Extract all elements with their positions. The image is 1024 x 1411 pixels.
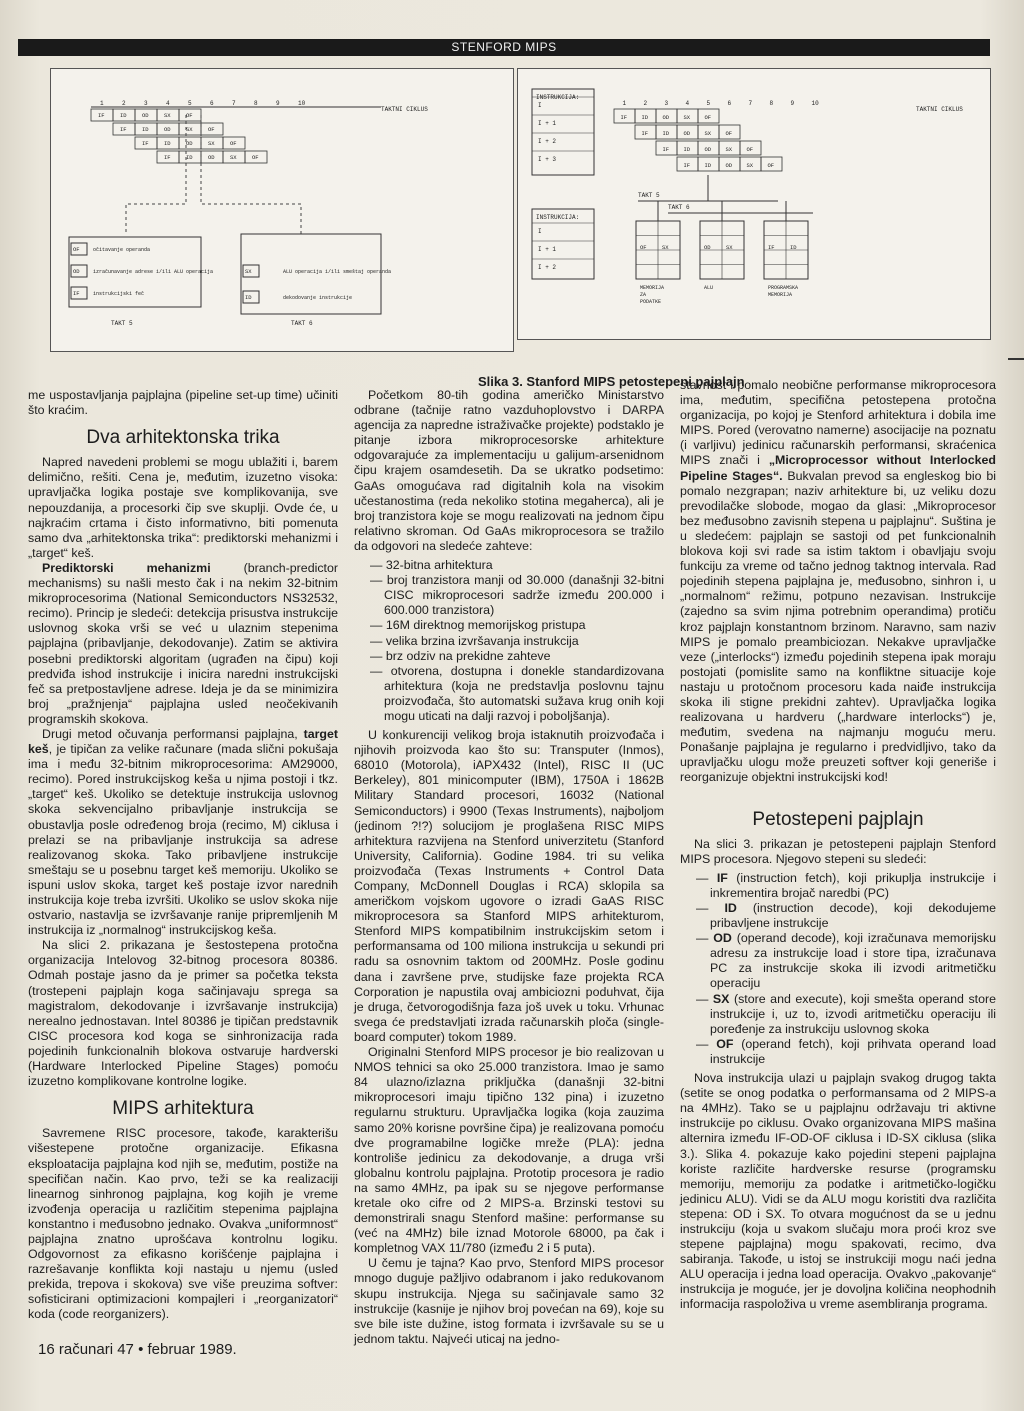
fl-stage-label: ID: [120, 112, 127, 119]
list-item: — IF (instruction fetch), koji prikuplja instrukcije i inkrementira brojač naredbi (PC): [696, 870, 996, 900]
instr-row-label: I + 2: [538, 264, 557, 271]
fr-stage-label: SX: [725, 146, 733, 153]
stage-text: (operand fetch), koji prihvata operand load instrukcije: [710, 1036, 996, 1066]
fl-stage-label: SX: [164, 112, 171, 119]
fr-cycle-number: 1: [622, 100, 627, 107]
list-item: — velika brzina izvršavanja instrukcija: [370, 633, 579, 648]
resource-stage-label: OD: [704, 244, 711, 251]
paragraph: Početkom 80-tih godina američko Ministarstvo odbrane (tačnije ratno vazduhoplovstvo i DARPA agencija za napredne istraživačke projekte) podstaklo je pitanje izbora mikroprocesorske arhitekture odgovarajuće za implementaciju u galijum-arsenidnom čipu krajem osamdesetih. Da se ukratko podsetimo: GaAs omogućava rad digitalnih kola na visokim učestanostima (reda nekoliko stotina megaherca), ali je broj tranzistora koje se mogu realizovati na jednom čipu relativno skroman. Od GaAs mikroprocesora se tražilo da odgovori na sledeće zahteve:: [354, 388, 664, 553]
resource-stage-label: ID: [790, 244, 797, 251]
list-item: — otvorena, dostupna i donekle standardizovana arhitektura (koja ne predstavlja poslovnu tajnu proizvođača, što automatski sužava krug onih koji mogu uticati na dalji razvoj i poboljšanja).: [370, 663, 664, 723]
fr-cycle-number: 4: [685, 100, 690, 107]
stage-code: ID: [724, 901, 737, 915]
list-item-text: otvorena, dostupna i donekle standardizovana arhitektura (koja ne predstavlja poslovnu tajnu proizvođača, što automatski sužava krug onih koji mogu uticati na dalji razvoj i poboljšanja).: [384, 663, 664, 723]
instr-row-label: I: [538, 102, 542, 109]
fr-cycle-number: 2: [643, 100, 648, 107]
fl-stage-label: ID: [186, 154, 193, 161]
fl-stage-label: ID: [164, 140, 171, 147]
list-item: — broj tranzistora manji od 30.000 (današnji 32-bitni CISC mikroprocesori sadrže između 200.000 i 600.000 tranzistora): [370, 573, 664, 618]
fl-cycle-number: 4: [166, 100, 170, 107]
fl-cycle-number: 3: [144, 100, 148, 107]
stages-list: [680, 871, 996, 1067]
stage-code: OD: [713, 931, 732, 946]
stage-code: SX: [712, 991, 730, 1006]
resource-stage-label: SX: [726, 244, 733, 251]
svg-text:TAKT 6: TAKT 6: [291, 320, 313, 327]
instr-row-label: I: [538, 228, 542, 235]
fr-cycle-number: 9: [790, 100, 795, 107]
figure-left-diagram: [51, 69, 513, 351]
figure-left-pipeline: [50, 68, 514, 352]
list-item: — ID (instruction decode), koji dekodujeme pribavljene instrukcije: [696, 901, 996, 931]
fl-stage-label: SX: [208, 140, 215, 147]
page-footer: 16 računari 47 • februar 1989.: [38, 1341, 237, 1358]
instr-row-label: I + 3: [538, 156, 557, 163]
legend-code: OD: [73, 268, 80, 275]
list-item: — 32-bitna arhitektura: [370, 558, 493, 573]
list-item: — OD (operand decode), koji izračunava memorijsku adresu za instrukcije load i store tipa, izračunava PC za instrukcije skoka ili izvodi aritmetičku operaciju: [696, 931, 996, 991]
stage-code: OF: [716, 1036, 734, 1051]
list-item: — 16M direktnog memorijskog pristupa: [370, 618, 586, 633]
legend-code: OF: [73, 246, 80, 253]
fl-cycle-number: 1: [100, 100, 104, 107]
fr-stage-label: IF: [641, 130, 649, 137]
list-item-text: 16M direktnog memorijskog pristupa: [385, 618, 586, 633]
fl-stage-label: IF: [98, 112, 105, 119]
paragraph: [28, 561, 338, 727]
legend-text: očitavanje operanda: [93, 247, 151, 253]
fl-stage-label: SX: [230, 154, 237, 161]
paragraph: Nova instrukcija ulazi u pajplajn svakog drugog takta (setite se onog podatka o performansama od 2 MIPS-a na 4MHz). Tako se u pajplajnu održavaju tri aktivne instrukcije po ciklusu. Ovako organizovana MIPS mašina alternira između IF-OD-OF ciklusa i ID-SX ciklusa (slika 3.). Slika 4. pokazuje kako pojedini stepeni pajplajna koriste različite hardverske resurse (programsku memoriju, memoriju za podatke i aritmetičko-logičku jedinicu ALU). Vidi se da ALU mogu koristiti dva različita stepena: OD i SX. To otvara mogućnost da se u jednu instrukciju (koja u svakom slučaju mora proći kroz sve stepene pajplajna) mogu spakovati, recimo, dva sabiranja. Takođe, u istoj se instrukciji mogu naći jedna ALU operacija i jedna load operacija. Ovakvo „pakovanje“ instrukcija je moguće, jer je dovoljna količina neophodnih informacija raspoloživa u vreme asembliranja programa.: [680, 1071, 996, 1312]
fr-stage-label: IF: [683, 162, 691, 169]
fr-stage-label: OF: [746, 146, 754, 153]
paragraph: me uspostavljanja pajplajna (pipeline set-up time) učiniti što kraćim.: [28, 388, 338, 418]
paragraph: U čemu je tajna? Kao prvo, Stenford MIPS procesor mnogo duguje pažljivo odabranom i jako redukovanom skupu instrukcija. Njega su sačinjavale samo 32 instrukcije (kasnije je njihov broj povećan na 69), koje su sve bile iste dužine, istog formata i izvršavale su se u jednom taktu. Najveći uticaj na jedno-: [354, 1256, 664, 1346]
fr-cycle-number: 6: [727, 100, 732, 107]
fl-cycle-number: 5: [188, 100, 192, 107]
legend-text: dekodovanje instrukcije: [283, 295, 353, 301]
resource-unit-label: MEMORIJA: [640, 285, 665, 291]
legend-code: IF: [73, 290, 80, 297]
fr-stage-label: ID: [683, 146, 691, 153]
section-heading-tricks: Dva arhitektonska trika: [86, 427, 280, 449]
paragraph: Napred navedeni problemi se mogu ublažiti i, barem delimično, rešiti. Cena je, međutim, izuzetno visoka: upravljačka logika postaje sve komplikovanija, sve nepouzdanija, a procesorki čip sve skuplji. Ovde će, u najkraćim crtama i čisto informativno, biti pomenuta samo dva „arhitektonska trika“: prediktorski mehanizmi i „target“ keš.: [28, 455, 338, 560]
paragraph-text: (branch-predictor mechanisms) su našli mesto čak i na nekim 32-bitnim mikroprocesorima (National Semiconductors NS32532, recimo). Princip je sledeći: detekcija prisustva instrukcije uslovnog skoka vrši se već u ulaznim stepenima pajplajna (pribavljanje, dekodovanje). Zatim se aktivira posebni prediktorski algoritam (ugrađen na čipu) koji predviđa ishod instrukcije i inicira naredni instrukcijski feč sa pretpostavljene adrese. Ideja je da se minimizira broj „pražnjenja“ pajplajna usled neočekivanih programskih skokova.: [28, 560, 338, 726]
fl-stage-label: OD: [142, 112, 149, 119]
legend-code: ID: [245, 294, 252, 301]
fr-cycle-number: 3: [664, 100, 669, 107]
figure-caption: Slika 3. Stanford MIPS petostepeni pajplajn: [478, 374, 745, 389]
fl-cycle-number: 10: [298, 100, 306, 107]
fr-stage-label: OD: [725, 162, 733, 169]
fl-cycle-number: 7: [232, 100, 236, 107]
bold-term: Prediktorski mehanizmi: [42, 560, 211, 575]
fl-cycle-number: 9: [276, 100, 280, 107]
resource-unit-label: ALU: [704, 285, 714, 291]
svg-text:INSTRUKCIJA:: INSTRUKCIJA:: [536, 94, 580, 101]
svg-text:INSTRUKCIJA:: INSTRUKCIJA:: [536, 214, 580, 221]
fr-cycle-number: 7: [748, 100, 753, 107]
fl-stage-label: OF: [186, 112, 193, 119]
fl-stage-label: ID: [142, 126, 149, 133]
fr-stage-label: ID: [662, 130, 670, 137]
legend-text: ALU operacija i/ili smeštaj operanda: [283, 269, 392, 275]
legend-code: SX: [245, 268, 252, 275]
paragraph: Na slici 2. prikazana je šestostepena protočna organizacija Intelovog 32-bitnog procesora 80386. Odmah postaje jasno da je primer sa početka teksta (trostepeni pajplajn koga sačinjavaju sprega sa magistralom, dekodovanje i izvršavanje instrukcija) nerealno jednostavan. Intel 80386 je tipičan predstavnik CISC procesora kod koga se sinhronizacija rada pojedinih funkcionalnih blokova ostvaruje hardverski (Hardware Interlocked Pipeline Stages) pomoću izuzetno komplikovane kontrolne logike.: [28, 938, 338, 1089]
svg-text:TAKT 5: TAKT 5: [111, 320, 133, 327]
bold-term: target keš: [28, 726, 338, 757]
list-item-text: 32-bitna arhitektura: [385, 558, 493, 573]
paragraph: Originalni Stenford MIPS procesor je bio realizovan u NMOS tehnici sa oko 25.000 tranzistora. Imao je samo 84 ulazno/izlazna priključka (današnji 32-bitni mikroprocesori imaju tipično 132 pina) i izuzetno regularnu strukturu. Upravljačka logika (koja zauzima samo 20% korisne površine čipa) je realizovana pomoću dve programabilne logičke mreže (PLA): jedna kontroliše jedinicu za dekodovanje, a druga vrši globalnu kontrolu pajplajna. Prototip procesora je radio na samo 4MHz, pa ipak su se njegove performanse kretale oko cifre od 2 MIPS-a. Brzinski testovi su demonstrirali snagu Stenford mašine: performanse su (već na 4MHz) bile iznad Motorole 68000, pa čak i kompletnog VAX 11/780 (između 2 i 5 puta).: [354, 1045, 664, 1256]
fl-stage-label: OF: [230, 140, 237, 147]
stage-text: (instruction fetch), koji prikuplja instrukcije i inkrementira brojač naredbi (PC): [710, 870, 996, 900]
column-2: [354, 388, 664, 1347]
fr-stage-label: OD: [683, 130, 691, 137]
stage-text: (instruction decode), koji dekodujeme pribavljene instrukcije: [710, 901, 996, 931]
section-heading-pipeline: Petostepeni pajplajn: [752, 808, 924, 830]
paragraph: [28, 727, 338, 938]
requirements-list: [354, 558, 664, 724]
resource-unit-label: ZA: [640, 292, 647, 298]
list-item: — OF (operand fetch), koji prihvata operand load instrukcije: [696, 1036, 996, 1066]
column-1: [28, 388, 338, 1323]
list-item: — brz odziv na prekidne zahteve: [370, 648, 551, 663]
fl-stage-label: OD: [208, 154, 215, 161]
legend-text: izračunavanje adrese i/ili ALU operacija: [93, 269, 214, 275]
fl-cycle-number: 2: [122, 100, 126, 107]
stage-text: (operand decode), koji izračunava memorijsku adresu za instrukcije load i store tipa, izračunava PC za instrukcije skoka ili izvodi aritmetičku operaciju: [710, 931, 996, 991]
list-item-text: velika brzina izvršavanja instrukcija: [385, 633, 579, 648]
paragraph-text: stavnost i pomalo neobične performanse mikroprocesora ima, međutim, specifična petostepena protočna organizacija, po kojoj je Stenford arhitektura i dobila ime MIPS. Pored (verovatno namerne) asocijacije na poznatu (i varljivu) jedinicu računarskih performansi, skraćenica MIPS znači i: [680, 378, 996, 468]
fr-stage-label: OD: [704, 146, 712, 153]
fr-stage-label: OD: [662, 114, 670, 121]
paragraph: Na slici 3. prikazan je petostepeni pajplajn Stenford MIPS procesora. Njegovo stepeni su sledeći:: [680, 836, 996, 866]
fl-stage-label: IF: [164, 154, 171, 161]
stage-code: IF: [716, 870, 728, 885]
fr-stage-label: IF: [662, 146, 670, 153]
resource-stage-label: IF: [768, 244, 775, 251]
paragraph: U konkurenciji velikog broja istaknutih proizvođača i njihovih proizvoda kao što su: Transputer (Inmos), 68010 (Motorola), iAPX432 (Intel), RISC II (UC Berkeley), 801 minicomputer (IBM), 1750A i 1862B Military Standard procesori, 16032 (National Semiconductors) i 9900 (Texas Instruments), najboljom (jedinom ?!?) solucijom je proglašena RISC MIPS arhitektura razvijena na Stenford univerzitetu (Stanford University, California). Godine 1984. tri su velika proizvođača (Texas Instruments + Control Data Company, McDonnell Douglas i RCA) sklopila sa američkom vojskom ugovore o izradi GaAS RISC mikroprocesora sa Stanford MIPS arhitekturom, Stenford MIPS kompatibilnim instrukcijskim setom i performansama od 100 miliona instrukcija u sekundi pri radu sa osnovnim taktom od 200MHz. Posle godinu dana i završene prve, studijske faze projekta RCA Corporation je napustila ovaj ambiciozni poduhvat, čija je druga, četvorogodišnja faza još uvek u toku. Vrhunac svega će predstavljati izrada računarskih ploča (single-board computer) tokom 1989.: [354, 728, 664, 1044]
fr-stage-label: SX: [683, 114, 691, 121]
fr-cycle-number: 8: [769, 100, 774, 107]
fr-stage-label: OF: [767, 162, 775, 169]
instr-row-label: I + 2: [538, 138, 557, 145]
instr-row-label: I + 1: [538, 120, 557, 127]
fl-cycle-number: 6: [210, 100, 214, 107]
fr-stage-label: ID: [641, 114, 649, 121]
paragraph: Savremene RISC procesore, takođe, karakterišu višestepene protočne organizacije. Efikasna eksploatacija pajplajna kod njih se, međutim, postiže na specifičan način. Kao prvo, teži se ka realizaciji linearnog sinhronog pajplajna, kog kojih je vreme izvođenja operacija u različitim stepenima pajplajna konstantno i međusobno jednako. Ovakva „uniformnost“ pajplajna znatno uprošćava kontrolnu logiku. Odgovornost za efikasno korišćenje pajplajna i razrešavanje konflikta koji nastaju u njemu (usled prekida, trepova i skokova) sve više preuzima softver: sofisticirani optimizacioni kompajleri i „reorganizatori“ koda (code reorganizers).: [28, 1126, 338, 1322]
figure-right-diagram: [518, 69, 990, 339]
resource-stage-label: SX: [662, 244, 669, 251]
column-3: [680, 378, 996, 1313]
paragraph-text: Drugi metod očuvanja performansi pajplajna,: [42, 726, 304, 741]
fr-stage-label: ID: [704, 162, 712, 169]
fr-stage-label: OF: [704, 114, 712, 121]
svg-text:TAKTNI CIKLUS: TAKTNI CIKLUS: [916, 106, 963, 113]
legend-text: instrukcijski feč: [93, 291, 145, 297]
section-heading-mips: MIPS arhitektura: [112, 1098, 254, 1120]
stage-text: (store and execute), koji smešta operand store instrukcije i, uz to, izvodi aritmetičku operaciju ili poređenje za instrukciju uslovnog skoka: [710, 991, 996, 1036]
fl-stage-label: IF: [120, 126, 127, 133]
svg-text:TAKTNI CIKLUS: TAKTNI CIKLUS: [381, 106, 428, 113]
resource-unit-label: PODATKE: [640, 299, 662, 305]
list-item: — SX (store and execute), koji smešta operand store instrukcije i, uz to, izvodi aritmetičku operaciju ili poređenje za instrukciju uslovnog skoka: [696, 991, 996, 1036]
bold-term: „Microprocessor without Interlocked Pipeline Stages“.: [680, 453, 996, 483]
paragraph-text: , je tipičan za velike računare (mada slični pokušaja ima i među 32-bitnim mikroprocesorima: AM29000, recimo). Pored instrukcijskog keša u njima postoji i tkz. „target“ keš. Ukoliko se detektuje instrukcija uslovnog skoka sekvencijalno pribavljanje instrukcija se obustavlja posle određenog broja (recimo, M) ciklusa i prelazi se na pribavljanje instrukcija sa adrese realizovanog skoka. Tako pribavljene instrukcije smeštaju se u posebnu target keš memoriju. Ukoliko se ispuni uslov skoka, target keš postaje izvor narednih instrukcija koje treba izvršiti. Ukoliko se uslov skoka nije ostvario, nastavlja se izvršavanje ranije pripremljenih M instrukcija iz „normalnog“ instrukcijskog keša.: [28, 742, 338, 938]
figure-right-pipeline: [517, 68, 991, 340]
fl-stage-label: SX: [186, 126, 193, 133]
fl-stage-label: OF: [252, 154, 259, 161]
fl-stage-label: IF: [142, 140, 149, 147]
fr-stage-label: OF: [725, 130, 733, 137]
fl-stage-label: OD: [186, 140, 193, 147]
resource-unit-label: PROGRAMSKA: [768, 285, 799, 291]
fr-cycle-number: 5: [706, 100, 711, 107]
paragraph-text: Bukvalan prevod sa engleskog bio bi pomalo nezgrapan; naziv arhitekture bi, uz veliku dozu prevodilačke slobode, mogao da glasi: „Mikroprocesor bez međusobno zavisnih stepena u pajplajnu“. Suština je u sledećem: pajplajn se sastoji od pet funkcionalnih blokova koji svi rade sa istim taktom i obavljaju svoju funkciju za vreme od tačno jednog taktnog intervala. Rad pojedinih stepena pajplajna je, međusobno, sinhron i, u „normalnom“ režimu, potpuno nezavisan. Instrukcije (zajedno sa svim njima potrebnim operandima) protiču kroz pajplajn konstantnom brzinom. Naravno, sam naziv MIPS je pomalo preambiciozan. Nekakve upravljačke veze („interlocks“) između pojedinih stepena ipak moraju postojati (pomislite samo na konfliktne situacije koje nastaju u protočnom procesoru kada naiđe instrukcija skoka ili stigne prekidni zahtev). Upravljačka logika realizovana u hardveru („hardware interlocks“) je, međutim, svedena na najmanju moguću meru. Ponašanje pajplajna je regularno i predvidljivo, tako da upravljačku ulogu može preuzeti softver koji generiše i reorganizuje objektni instrukcijski kod!: [680, 468, 996, 785]
fr-stage-label: SX: [746, 162, 754, 169]
fl-stage-label: OF: [208, 126, 215, 133]
fl-cycle-number: 8: [254, 100, 258, 107]
resource-unit-label: MEMORIJA: [768, 292, 793, 298]
fr-stage-label: IF: [620, 114, 628, 121]
svg-text:TAKT 5: TAKT 5: [638, 192, 660, 199]
fl-stage-label: OD: [164, 126, 171, 133]
fr-cycle-number: 10: [811, 100, 819, 107]
instr-row-label: I + 1: [538, 246, 557, 253]
list-item-text: broj tranzistora manji od 30.000 (današnji 32-bitni CISC mikroprocesori sadrže između 200.000 i 600.000 tranzistora): [384, 573, 664, 618]
resource-stage-label: OF: [640, 244, 647, 251]
margin-arrow: [1008, 358, 1024, 360]
fr-stage-label: SX: [704, 130, 712, 137]
paragraph: [680, 378, 996, 786]
section-header: STENFORD MIPS: [18, 39, 990, 56]
list-item-text: brz odziv na prekidne zahteve: [385, 648, 551, 663]
svg-text:TAKT 6: TAKT 6: [668, 204, 690, 211]
